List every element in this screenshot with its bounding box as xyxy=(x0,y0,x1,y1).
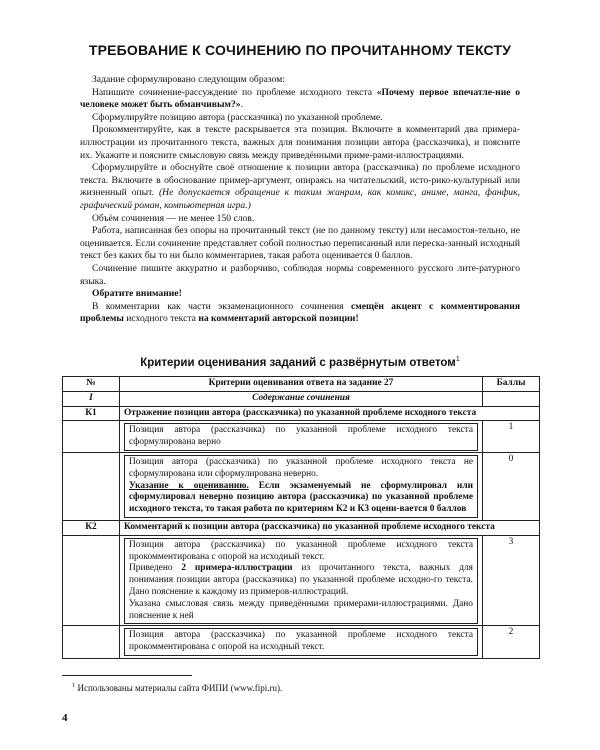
header-num: № xyxy=(63,377,120,392)
empty-cell xyxy=(483,391,540,406)
evaluation-note-text: Если экзаменуемый не сформулировал или сформулировал неверно позицию автора (рассказчика) по указанной проблеме исходного текста, то такая работа по критериям К2 и К3 оцени-вается 0 баллов xyxy=(129,480,473,515)
paragraph xyxy=(80,301,520,326)
task-instructions xyxy=(80,74,520,326)
footnote-ref: 1 xyxy=(455,356,460,363)
k2-label: Комментарий к позиции автора (рассказчика) по указанной проблеме исходного текста xyxy=(120,520,540,535)
empty-cell xyxy=(63,452,120,520)
evaluation-note-label: Указание к оцениванию. xyxy=(129,480,249,491)
k1-header-row xyxy=(63,406,540,421)
text-run: Сформулируйте и обоснуйте своё отношение к позиции автора (рассказчика) по проблеме исходного текста. Включите в обоснование пример-аргумент, опираясь на читательский, исто-рико-культурный или жизненный опыт. xyxy=(80,162,520,199)
genre-restriction-note: (Не допускается обращение к таким жанрам, как комикс, аниме, манга, фанфик, графический роман, компьютерная игра.) xyxy=(80,187,520,211)
text-run: Напишите сочинение-рассуждение по проблеме исходного текста xyxy=(92,86,377,98)
text-run: В комментарии как части экзаменационного сочинения xyxy=(92,300,351,312)
k1-option-2 xyxy=(120,452,483,520)
section-row xyxy=(63,391,540,406)
text-run: 2 примера-иллюстрации xyxy=(181,563,293,574)
section-label: Содержание сочинения xyxy=(120,391,483,406)
option-text: Позиция автора (рассказчика) по указанной проблеме исходного текста сформулирована верно xyxy=(124,423,478,451)
k1-num: К1 xyxy=(63,406,120,421)
table-header-row xyxy=(63,377,540,392)
k1-option-row xyxy=(63,452,540,520)
k1-option-1 xyxy=(120,421,483,453)
option-text-a: Позиция автора (рассказчика) по указанной проблеме исходного текста прокомментирована с опорой на исходный текст. xyxy=(129,539,473,562)
text-run: на комментарий авторской позиции! xyxy=(198,313,359,325)
k2-header-row xyxy=(63,520,540,535)
text-run: смещён акцент с комментирования проблемы xyxy=(80,300,521,325)
criteria-title-text: Критерии оценивания заданий с развёрнутым ответом xyxy=(140,356,456,369)
header-score: Баллы xyxy=(483,377,540,392)
footnote-divider xyxy=(62,675,192,676)
paragraph xyxy=(80,162,520,212)
footnote-mark: 1 xyxy=(72,682,76,689)
option-text xyxy=(124,455,478,518)
k2-option-2-score: 2 xyxy=(483,626,540,659)
k2-option-row xyxy=(63,535,540,626)
option-text-main: Позиция автора (рассказчика) по указанной проблеме исходного текста не сформулирована или сформулирована неверно. xyxy=(129,456,473,479)
empty-cell xyxy=(63,626,120,659)
page-title: ТРЕБОВАНИЕ К СОЧИНЕНИЮ ПО ПРОЧИТАННОМУ ТЕКСТУ xyxy=(88,42,512,58)
paragraph: Работа, написанная без опоры на прочитанный текст (не по данному тексту) или несамостоя-тельно, не оценивается. Если сочинение представляет собой полностью переписанный или переска-занный исходный текст без каких бы то ни было комментариев, такая работа оценивается 0 баллов. xyxy=(80,225,520,262)
criteria-title xyxy=(0,356,600,369)
paragraph: Прокомментируйте, как в тексте раскрывается эта позиция. Включите в комментарий два примера-иллюстрации из прочитанного текста, важных для понимания позиции автора (рассказчика), и поясните их. Укажите и поясните смысловую связь между приведёнными приме-рами-иллюстрациями. xyxy=(80,124,520,161)
option-text xyxy=(124,538,478,625)
k1-option-1-score: 1 xyxy=(483,421,540,453)
k1-option-row xyxy=(63,421,540,453)
criteria-table xyxy=(62,376,540,659)
essay-problem-question: «Почему первое впечатле-ние о человеке может быть обманчивым?» xyxy=(80,86,520,111)
attention-heading: Обратите внимание! xyxy=(92,288,182,300)
k2-num: К2 xyxy=(63,520,120,535)
paragraph: Объём сочинения — не менее 150 слов. xyxy=(92,212,255,224)
option-text: Позиция автора (рассказчика) по указанной проблеме исходного текста прокомментирована с опорой на исходный текст. xyxy=(124,628,478,656)
footnote-text: Использованы материалы сайта ФИПИ (www.fipi.ru). xyxy=(75,683,283,693)
header-criteria: Критерии оценивания ответа на задание 27 xyxy=(120,377,483,392)
paragraph: Задание сформулировано следующим образом: xyxy=(92,74,285,85)
k2-option-1-score: 3 xyxy=(483,535,540,626)
footnote xyxy=(72,682,282,693)
paragraph xyxy=(80,87,520,112)
section-num: I xyxy=(63,391,120,406)
text-run: из прочитанного текста, важных для понимания позиции автора (рассказчика) по указанной проблеме исходно-го текста. Дано пояснение к каждому из примеров-иллюстраций. xyxy=(129,563,473,597)
k1-label: Отражение позиции автора (рассказчика) по указанной проблеме исходного текста xyxy=(120,406,540,421)
paragraph: Сформулируйте позицию автора (рассказчика) по указанной проблеме. xyxy=(92,111,383,123)
k2-option-row xyxy=(63,626,540,659)
k2-option-2 xyxy=(120,626,483,659)
k1-option-2-score: 0 xyxy=(483,452,540,520)
text-run: . xyxy=(240,99,243,111)
text-run: Приведено xyxy=(129,563,182,574)
empty-cell xyxy=(63,535,120,626)
page-number: 4 xyxy=(62,712,68,724)
option-text-c: Указана смысловая связь между приведёнными примерами-иллюстрациями. Дано пояснение к ней xyxy=(129,598,473,621)
paragraph: Сочинение пишите аккуратно и разборчиво, соблюдая нормы современного русского лите-ратурного языка. xyxy=(80,262,520,287)
text-run: исходного текста xyxy=(123,313,199,325)
k2-option-1 xyxy=(120,535,483,626)
empty-cell xyxy=(63,421,120,453)
